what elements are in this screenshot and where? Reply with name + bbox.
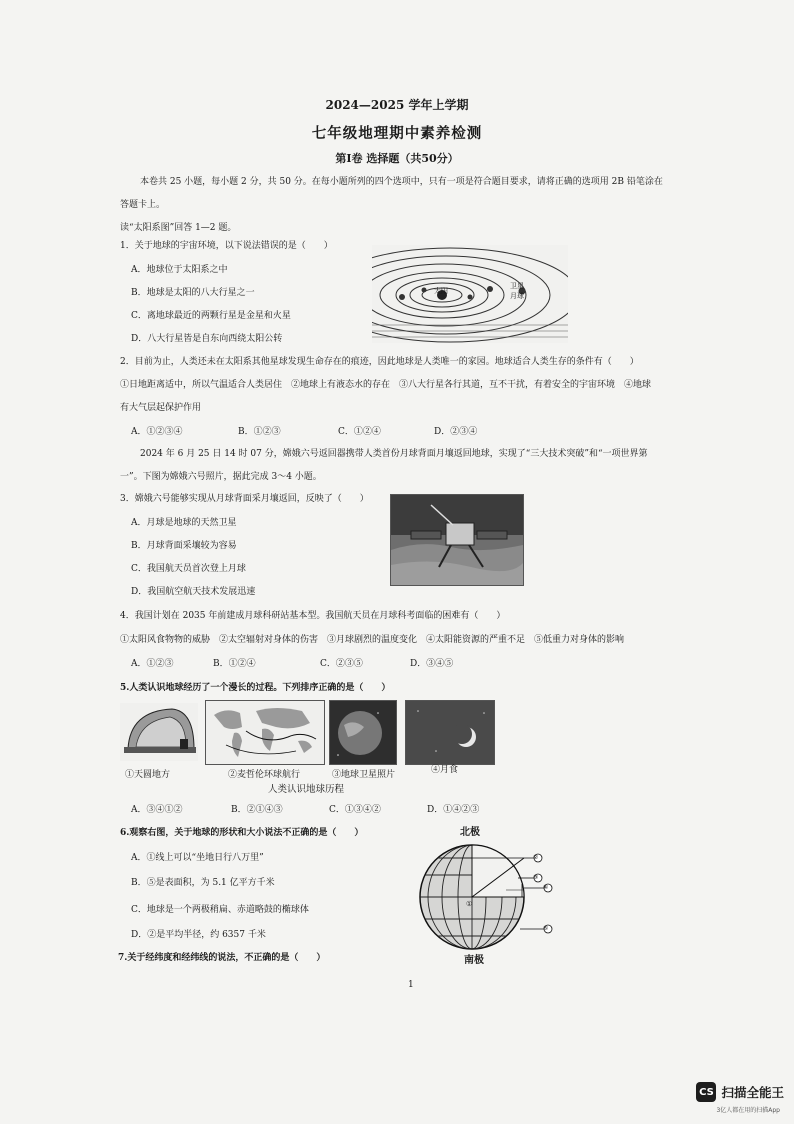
q5-caption-3: ③地球卫星照片 bbox=[332, 770, 396, 780]
q6-option-c: C．地球是一个两极稍扁、赤道略鼓的椭球体 bbox=[131, 905, 309, 915]
q6-option-a: A．①线上可以“坐地日行八万里” bbox=[131, 853, 264, 863]
globe-figure bbox=[410, 838, 560, 956]
q2-option-a: A．①②③④ bbox=[131, 427, 183, 437]
globe-marker-1: ① bbox=[466, 900, 473, 908]
solar-system-figure bbox=[372, 245, 568, 343]
sky-dome-image bbox=[120, 703, 198, 761]
q1-lead: 读“太阳系图”回答 1—2 题。 bbox=[120, 223, 237, 233]
q3-option-a: A．月球是地球的天然卫星 bbox=[131, 518, 237, 528]
q4-option-c: C．②③⑤ bbox=[320, 659, 363, 669]
q1-option-a: A．地球位于太阳系之中 bbox=[131, 265, 228, 275]
q2-stem: 2．目前为止，人类还未在太阳系其他星球发现生命存在的痕迹，因此地球是人类唯一的家园。地球适合人类生存的条件有（ ） bbox=[120, 357, 639, 367]
intro-line-2: 答题卡上。 bbox=[120, 200, 166, 210]
q2-option-c: C．①②④ bbox=[338, 427, 381, 437]
fig1-label-moon2: 月球 bbox=[510, 292, 524, 300]
q2-option-d: D．②③④ bbox=[434, 427, 478, 437]
q4-option-b: B．①②④ bbox=[213, 659, 256, 669]
fig1-label-moon: 卫星 bbox=[510, 282, 524, 290]
globe-marker-3: ③ bbox=[533, 874, 539, 881]
q5-image-3 bbox=[329, 700, 397, 765]
q34-lead-2: 一”。下图为嫦娥六号照片，据此完成 3～4 小题。 bbox=[120, 472, 322, 482]
q4-stem: 4．我国计划在 2035 年前建成月球科研站基本型。我国航天员在月球科考面临的困难有（ ） bbox=[120, 611, 506, 621]
q2-option-b: B．①②③ bbox=[238, 427, 281, 437]
q5-figure-caption: 人类认识地球历程 bbox=[268, 784, 345, 795]
q6-option-d: D．②是平均半径，约 6357 千米 bbox=[131, 930, 266, 940]
globe-marker-2: ② bbox=[533, 854, 539, 861]
q5-image-1 bbox=[120, 703, 198, 761]
change6-photo-image bbox=[391, 495, 523, 585]
globe-marker-5: ⑤ bbox=[543, 925, 549, 932]
q4-option-d: D．③④⑤ bbox=[410, 659, 454, 669]
q1-option-c: C．离地球最近的两颗行星是金星和火星 bbox=[131, 311, 291, 321]
lunar-eclipse-image bbox=[406, 701, 494, 764]
globe-label-north: 北极 bbox=[460, 827, 480, 838]
q5-caption-1: ①天圆地方 bbox=[125, 770, 171, 780]
q7-stem: 7.关于经纬度和经纬线的说法，不正确的是（ ） bbox=[118, 953, 326, 963]
q5-option-c: C．①③④② bbox=[329, 805, 381, 815]
q3-option-c: C．我国航天员首次登上月球 bbox=[131, 564, 246, 574]
q5-stem: 5.人类认识地球经历了一个漫长的过程。下列排序正确的是（ ） bbox=[120, 683, 391, 693]
section-title: 第Ⅰ卷 选择题（共50分） bbox=[335, 152, 459, 165]
q3-stem: 3．嫦娥六号能够实现从月球背面采月壤返回，反映了（ ） bbox=[120, 494, 369, 504]
school-year: 2024—2025 学年上学期 bbox=[325, 98, 469, 112]
q5-caption-2: ②麦哲伦环球航行 bbox=[228, 770, 301, 780]
satellite-earth-image bbox=[330, 701, 396, 764]
scanner-watermark bbox=[696, 1082, 784, 1102]
q2-opts-line-1: ①日地距离适中，所以气温适合人类居住 ②地球上有液态水的存在 ③八大行星各行其道，互不干扰，有着安全的宇宙环境 ④地球 bbox=[120, 380, 652, 390]
q4-opts: ①太阳风食物物的威胁 ②太空辐射对身体的伤害 ③月球剧烈的温度变化 ④太阳能资源的严重不足 ⑤低重力对身体的影响 bbox=[120, 635, 625, 645]
q3-option-b: B．月球背面采壤较为容易 bbox=[131, 541, 237, 551]
change6-photo bbox=[390, 494, 524, 586]
q6-stem: 6.观察右图，关于地球的形状和大小说法不正确的是（ ） bbox=[120, 828, 364, 838]
q5-image-4 bbox=[405, 700, 495, 765]
fig1-label-sun: 太阳 bbox=[434, 287, 448, 295]
scanner-logo-icon: CS bbox=[696, 1082, 716, 1102]
q1-option-d: D．八大行星皆是自东向西绕太阳公转 bbox=[131, 334, 283, 344]
q1-stem: 1．关于地球的宇宙环境，以下说法错误的是（ ） bbox=[120, 241, 333, 251]
q4-option-a: A．①②③ bbox=[131, 659, 174, 669]
q5-image-2 bbox=[205, 700, 325, 765]
q1-option-b: B．地球是太阳的八大行星之一 bbox=[131, 288, 255, 298]
page-number: 1 bbox=[408, 980, 414, 990]
q5-option-d: D．①④②③ bbox=[427, 805, 480, 815]
globe-label-south: 南极 bbox=[464, 955, 484, 966]
q5-caption-4: ④月食 bbox=[431, 765, 459, 775]
scanner-tagline: 3亿人都在用的扫描App bbox=[716, 1107, 780, 1114]
intro-line-1: 本卷共 25 小题，每小题 2 分，共 50 分。在每小题所列的四个选项中，只有一项是符合题目要求，请将正确的选项用 2B 铅笔涂在 bbox=[140, 177, 663, 187]
world-map-image bbox=[206, 701, 324, 764]
solar-system-orbits bbox=[372, 245, 568, 343]
q2-opts-line-2: 有大气层起保护作用 bbox=[120, 403, 202, 413]
q5-option-a: A．③④①② bbox=[131, 805, 183, 815]
scanner-app-name: 扫描全能王 bbox=[721, 1085, 784, 1100]
q34-lead-1: 2024 年 6 月 25 日 14 时 07 分，嫦娥六号返回器携带人类首份月球背面月壤返回地球，实现了“三大技术突破”和“一项世界第 bbox=[140, 449, 648, 459]
exam-title: 七年级地理期中素养检测 bbox=[311, 125, 483, 142]
globe-marker-4: ④ bbox=[543, 884, 549, 891]
q6-option-b: B．⑤是表面积，为 5.1 亿平方千米 bbox=[131, 878, 275, 888]
q3-option-d: D．我国航空航天技术发展迅速 bbox=[131, 587, 256, 597]
q5-option-b: B．②①④③ bbox=[231, 805, 283, 815]
